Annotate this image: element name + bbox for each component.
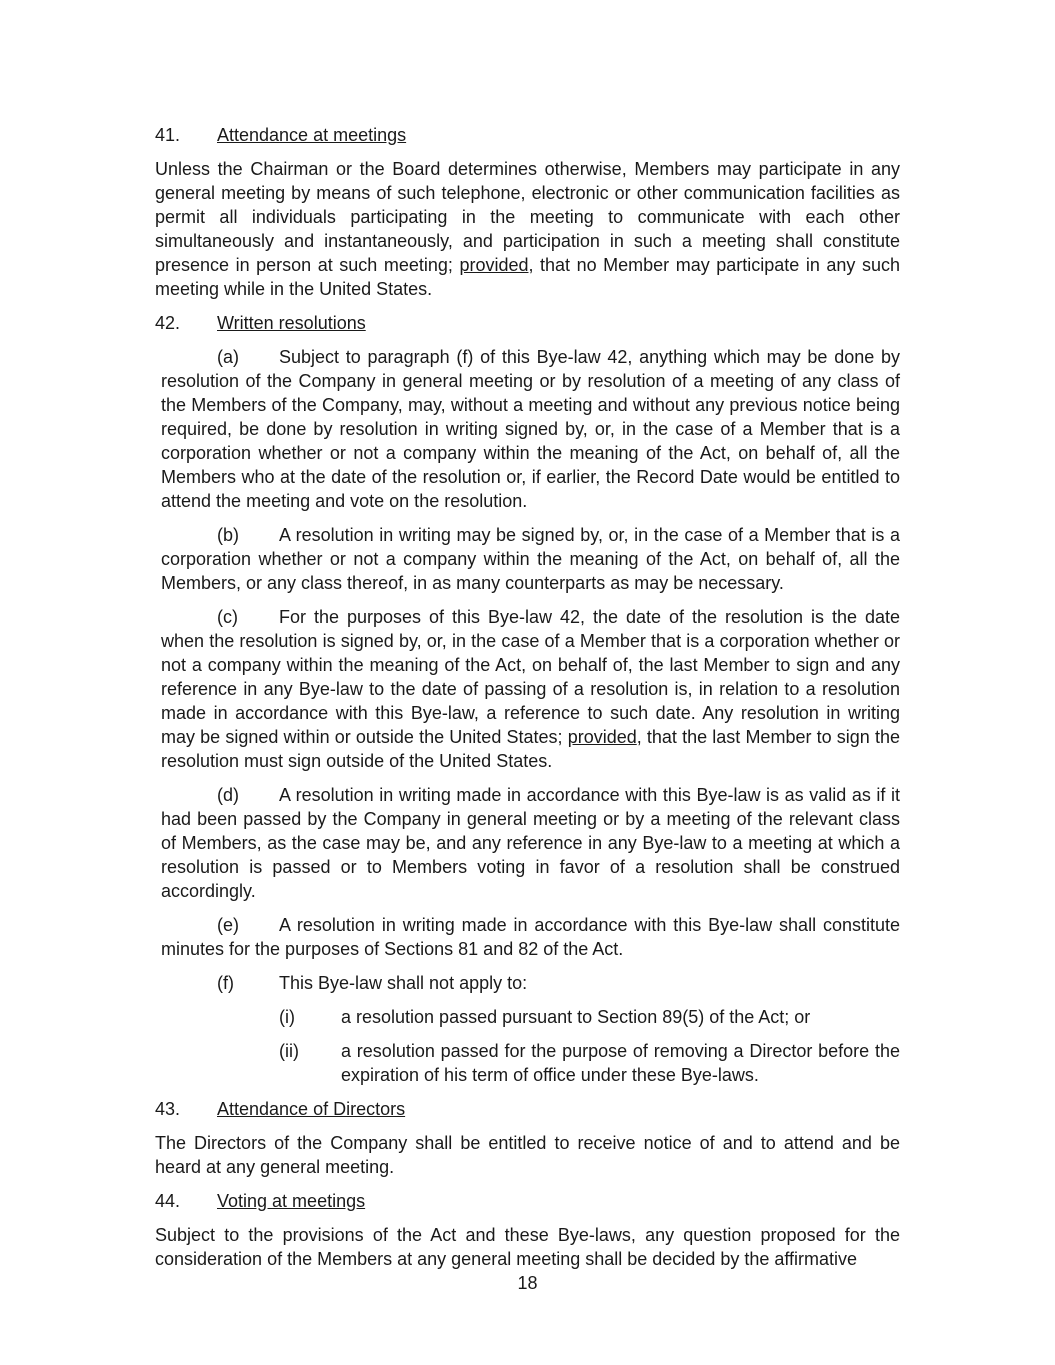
subparagraph-label: (ii) xyxy=(279,1041,299,1061)
section-41-heading xyxy=(155,123,900,147)
page-number: 18 xyxy=(517,1273,538,1293)
section-title: Voting at meetings xyxy=(217,1191,366,1211)
paragraph-42d: (d) A resolution in writing made in accordance with this Bye-law is as valid as if it had been passed by the Company in general meeting or by a meeting of the relevant class of Members, as the case may be, and any reference in any Bye-law to a meeting at which a resolution is passed or to Members voting in favor of a resolution shall be construed accordingly. xyxy=(161,785,900,901)
provided-term: provided xyxy=(567,727,637,747)
section-43-heading xyxy=(155,1097,900,1121)
paragraph-42b: (b) A resolution in writing may be signed by, or, in the case of a Member that is a corporation whether or not a company within the meaning of the Act, on behalf of, all the Members, or any class thereof, in as many counterparts as may be necessary. xyxy=(161,525,900,593)
paragraph-label: (b) xyxy=(217,525,239,545)
subparagraph-ii: (ii) a resolution passed for the purpose of removing a Director before the expiration of his term of office under these Bye-laws. xyxy=(155,1039,900,1087)
section-title: Attendance of Directors xyxy=(217,1099,406,1119)
section-43-body: The Directors of the Company shall be entitled to receive notice of and to attend and be heard at any general meeting. xyxy=(155,1133,900,1177)
section-title: Written resolutions xyxy=(217,313,366,333)
subparagraph-label: (i) xyxy=(279,1007,295,1027)
paragraph-42c: (c) For the purposes of this Bye-law 42, the date of the resolution is the date when the resolution is signed by, or, in the case of a Member that is a corporation whether or not a company within the meaning of the Act, on behalf of, the last Member to sign and any reference in any Bye-law to the date of passing of a resolution is, in relation to a resolution made in accordance with this Bye-law, a reference to such date. Any resolution in writing may be signed within or outside the United States; provided, that the last Member to sign the resolution must sign outside of the United States. xyxy=(161,607,900,771)
paragraph-label: (a) xyxy=(217,347,239,367)
section-44-body: Subject to the provisions of the Act and these Bye-laws, any question proposed for the consideration of the Members at any general meeting shall be decided by the affirmative xyxy=(155,1225,900,1269)
paragraph-label: (e) xyxy=(217,915,239,935)
section-title: Attendance at meetings xyxy=(217,125,407,145)
paragraph-label: (c) xyxy=(217,607,238,627)
paragraph-label: (f) xyxy=(217,973,234,993)
paragraph-42f: (f) This Bye-law shall not apply to: xyxy=(155,971,900,995)
section-41-body: Unless the Chairman or the Board determines otherwise, Members may participate in any general meeting by means of such telephone, electronic or other communication facilities as permit all individuals participating in the meeting to communicate with each other simultaneously and instantaneously, and participation in such a meeting shall constitute presence in person at such meeting; provided, that no Member may participate in any such meeting while in the United States. xyxy=(155,159,900,299)
section-44-heading xyxy=(155,1189,900,1213)
section-number: 42. xyxy=(155,313,181,333)
subparagraph-i: (i) a resolution passed pursuant to Section 89(5) of the Act; or xyxy=(155,1005,900,1029)
paragraph-42e: (e) A resolution in writing made in accordance with this Bye-law shall constitute minutes for the purposes of Sections 81 and 82 of the Act. xyxy=(161,915,900,959)
paragraph-42a: (a) Subject to paragraph (f) of this Bye-law 42, anything which may be done by resolution of the Company in general meeting or by resolution of a meeting of any class of the Members of the Company, may, without a meeting and without any previous notice being required, be done by resolution in writing signed by, or, in the case of a Member that is a corporation whether or not a company within the meaning of the Act, on behalf of, all the Members who at the date of the resolution or, if earlier, the Record Date would be entitled to attend the meeting and vote on the resolution. xyxy=(161,347,900,511)
document-page xyxy=(155,123,900,1281)
section-42-heading xyxy=(155,311,900,335)
paragraph-label: (d) xyxy=(217,785,239,805)
section-number: 41. xyxy=(155,125,181,145)
section-number: 44. xyxy=(155,1191,181,1211)
provided-term: provided xyxy=(459,255,529,275)
section-number: 43. xyxy=(155,1099,181,1119)
